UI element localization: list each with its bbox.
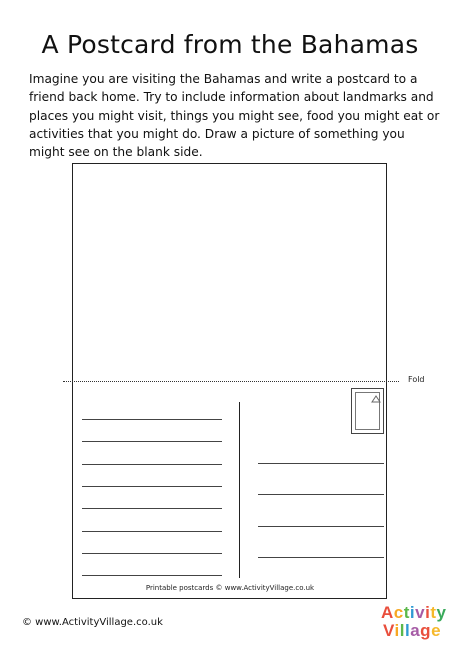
logo-letter: e (431, 621, 442, 640)
logo-letter: A (381, 603, 394, 622)
logo-letter: c (393, 603, 404, 622)
message-line (82, 575, 222, 576)
stamp-box (351, 388, 384, 434)
logo-letter: l (404, 621, 411, 640)
postcard-divider (239, 402, 240, 578)
logo-letter: g (420, 621, 432, 640)
logo-letter: y (436, 603, 447, 622)
message-line (82, 464, 222, 465)
stamp-decoration-icon (370, 393, 382, 405)
fold-label: Fold (408, 375, 425, 384)
logo-letter: t (430, 603, 437, 622)
logo-letter: l (399, 621, 405, 640)
page-title: A Postcard from the Bahamas (41, 30, 419, 59)
address-line (258, 463, 384, 464)
logo-letter: i (409, 603, 416, 622)
message-line (82, 419, 222, 420)
address-line (258, 494, 384, 495)
address-line (258, 526, 384, 527)
logo-line-2 (381, 622, 443, 640)
footer-copyright: © www.ActivityVillage.co.uk (22, 617, 163, 628)
logo-letter: V (382, 621, 395, 640)
instructions-text: Imagine you are visiting the Bahamas and write a postcard to a friend back home. Try to include information about landmarks and places you might visit, things you might see, food you might eat or activities that you might do. Draw a picture of something you might see on the blank side. (29, 72, 440, 160)
message-line (82, 441, 222, 442)
message-line (82, 553, 222, 554)
address-line (258, 557, 384, 558)
logo-letter: i (394, 621, 400, 640)
logo-letter: a (410, 621, 421, 640)
logo-letter: t (403, 603, 410, 622)
message-line (82, 531, 222, 532)
postcard-credit: Printable postcards © www.ActivityVillage.co.uk (145, 584, 315, 592)
logo-letter: v (415, 603, 426, 622)
logo-letter: i (425, 603, 431, 622)
logo-line-1 (381, 603, 447, 622)
message-line (82, 508, 222, 509)
fold-line (63, 381, 399, 382)
activity-village-logo (381, 600, 447, 646)
message-line (82, 486, 222, 487)
